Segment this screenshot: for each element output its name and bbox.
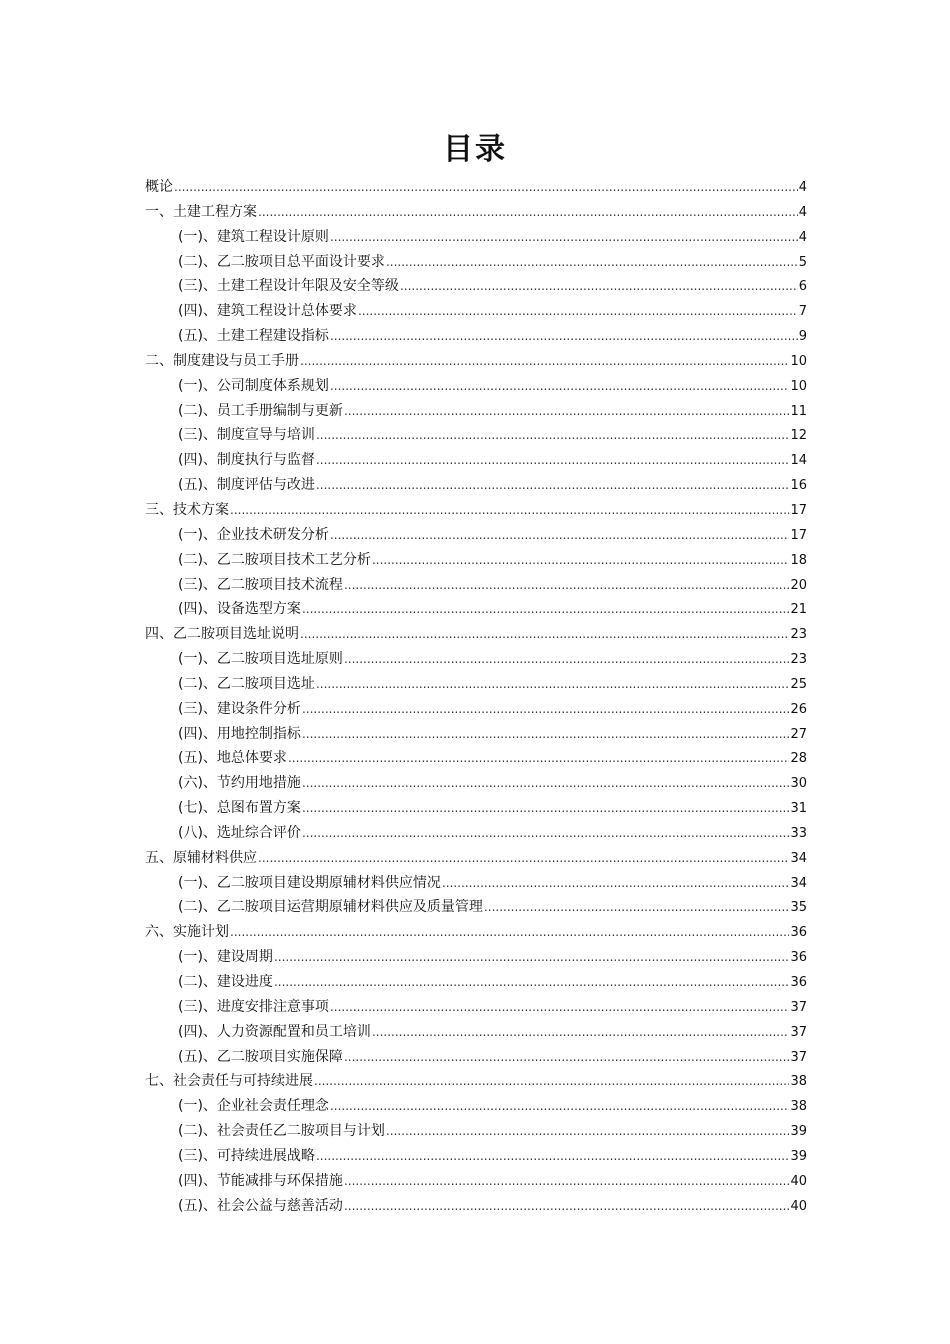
toc-page-number: 35	[790, 900, 807, 916]
toc-entry-text: (四)、人力资源配置和员工培训	[178, 1023, 371, 1040]
toc-entry-text: (一)、乙二胺项目建设期原辅材料供应情况	[178, 874, 441, 891]
toc-entry-text: (八)、选址综合评价	[178, 824, 301, 841]
toc-leader-dots	[302, 771, 790, 796]
toc-page-number: 40	[790, 1173, 807, 1189]
toc-leader-dots	[316, 448, 790, 473]
toc-entry[interactable]	[145, 523, 807, 548]
toc-page-number: 39	[790, 1148, 807, 1164]
toc-leader-dots	[302, 821, 790, 846]
toc-list	[145, 175, 807, 1218]
toc-page-number: 38	[790, 1074, 807, 1090]
toc-entry[interactable]	[145, 200, 807, 225]
toc-page-number: 4	[798, 229, 807, 245]
toc-leader-dots	[330, 225, 798, 250]
toc-entry-text: (一)、建设周期	[178, 949, 273, 966]
toc-entry-text: (一)、公司制度体系规划	[178, 377, 329, 394]
toc-page-number: 34	[790, 875, 807, 891]
toc-page-number: 33	[790, 825, 807, 841]
toc-entry[interactable]	[145, 548, 807, 573]
toc-page-number: 25	[790, 676, 807, 692]
toc-leader-dots	[386, 250, 798, 275]
toc-entry-text: (五)、土建工程建设指标	[178, 328, 329, 345]
toc-entry[interactable]	[145, 647, 807, 672]
toc-leader-dots	[372, 548, 790, 573]
toc-entry[interactable]	[145, 473, 807, 498]
toc-leader-dots	[344, 647, 790, 672]
toc-entry-text: (四)、设备选型方案	[178, 601, 301, 618]
toc-entry[interactable]	[145, 746, 807, 771]
toc-entry[interactable]	[145, 895, 807, 920]
toc-entry-text: (三)、建设条件分析	[178, 700, 301, 717]
toc-page-number: 37	[790, 1024, 807, 1040]
toc-page-number: 38	[790, 1099, 807, 1115]
toc-page-number: 4	[798, 204, 807, 220]
toc-page-number: 36	[790, 950, 807, 966]
toc-entry-text: (三)、进度安排注意事项	[178, 998, 329, 1015]
toc-entry[interactable]	[145, 622, 807, 647]
toc-entry[interactable]	[145, 349, 807, 374]
toc-page-number: 17	[790, 502, 807, 518]
toc-page-number: 14	[790, 453, 807, 469]
toc-entry-text: (一)、企业社会责任理念	[178, 1098, 329, 1115]
toc-entry[interactable]	[145, 771, 807, 796]
toc-page-number: 23	[790, 627, 807, 643]
toc-entry-text: (一)、企业技术研发分析	[178, 526, 329, 543]
toc-leader-dots	[316, 672, 790, 697]
toc-entry[interactable]	[145, 423, 807, 448]
toc-page-number: 26	[790, 701, 807, 717]
toc-entry[interactable]	[145, 796, 807, 821]
toc-entry-text: (六)、节约用地措施	[178, 775, 301, 792]
toc-leader-dots	[174, 175, 798, 200]
toc-entry[interactable]	[145, 920, 807, 945]
toc-entry[interactable]	[145, 1069, 807, 1094]
toc-leader-dots	[302, 722, 790, 747]
toc-leader-dots	[358, 299, 798, 324]
toc-page-number: 21	[790, 602, 807, 618]
toc-page-number: 9	[798, 329, 807, 345]
toc-leader-dots	[330, 995, 790, 1020]
toc-entry-text: 二、制度建设与员工手册	[145, 352, 299, 369]
toc-leader-dots	[344, 573, 790, 598]
toc-leader-dots	[302, 697, 790, 722]
toc-page-number: 10	[790, 378, 807, 394]
toc-leader-dots	[230, 920, 789, 945]
toc-page-number: 11	[790, 403, 807, 419]
toc-page-number: 34	[790, 850, 807, 866]
toc-leader-dots	[344, 1169, 790, 1194]
toc-entry[interactable]	[145, 945, 807, 970]
toc-entry[interactable]	[145, 597, 807, 622]
toc-page-number: 4	[798, 180, 807, 195]
toc-page-number: 37	[790, 999, 807, 1015]
toc-entry[interactable]	[145, 722, 807, 747]
toc-entry-text: (三)、乙二胺项目技术流程	[178, 576, 343, 593]
toc-leader-dots	[300, 349, 789, 374]
toc-entry-text: 七、社会责任与可持续进展	[145, 1073, 313, 1090]
toc-entry-text: (二)、建设进度	[178, 974, 273, 990]
toc-leader-dots	[344, 1045, 790, 1070]
toc-entry-text: (七)、总图布置方案	[178, 800, 301, 817]
toc-entry-text: (四)、建筑工程设计总体要求	[178, 303, 357, 320]
toc-entry[interactable]	[145, 970, 807, 995]
toc-entry-text: (二)、乙二胺项目总平面设计要求	[178, 253, 385, 270]
toc-leader-dots	[330, 523, 790, 548]
toc-entry[interactable]	[145, 175, 807, 200]
toc-leader-dots	[344, 1194, 790, 1219]
toc-entry[interactable]	[145, 1045, 807, 1070]
toc-entry[interactable]	[145, 399, 807, 424]
toc-entry-text: (二)、乙二胺项目运营期原辅材料供应及质量管理	[178, 899, 483, 916]
toc-leader-dots	[300, 622, 789, 647]
toc-entry[interactable]	[145, 448, 807, 473]
toc-page-number: 5	[798, 254, 807, 270]
toc-leader-dots	[442, 871, 790, 896]
toc-leader-dots	[314, 1069, 789, 1094]
toc-entry-text: (二)、员工手册编制与更新	[178, 402, 343, 419]
toc-leader-dots	[274, 970, 790, 995]
toc-page-number: 37	[790, 1049, 807, 1065]
toc-page-number: 16	[790, 478, 807, 494]
toc-entry-text: 六、实施计划	[145, 924, 229, 941]
toc-page-number: 7	[798, 304, 807, 320]
toc-entry-text: (三)、土建工程设计年限及安全等级	[178, 278, 399, 295]
toc-entry[interactable]	[145, 1020, 807, 1045]
toc-entry[interactable]	[145, 324, 807, 349]
toc-entry-text: (五)、地总体要求	[178, 750, 287, 767]
toc-leader-dots	[372, 1020, 790, 1045]
toc-entry[interactable]	[145, 697, 807, 722]
toc-page-number: 28	[790, 751, 807, 767]
toc-leader-dots	[316, 1144, 790, 1169]
toc-entry[interactable]	[145, 846, 807, 871]
toc-entry[interactable]	[145, 1169, 807, 1194]
toc-entry[interactable]	[145, 1194, 807, 1219]
toc-leader-dots	[330, 324, 798, 349]
toc-entry-text: (一)、建筑工程设计原则	[178, 228, 329, 245]
toc-page-number: 17	[790, 527, 807, 543]
toc-entry-text: (五)、乙二胺项目实施保障	[178, 1048, 343, 1065]
toc-entry[interactable]	[145, 995, 807, 1020]
toc-entry-text: (五)、社会公益与慈善活动	[178, 1197, 343, 1214]
toc-entry-text: (三)、可持续进展战略	[178, 1147, 315, 1164]
toc-page-number: 18	[790, 552, 807, 568]
toc-entry[interactable]	[145, 299, 807, 324]
toc-page-number: 36	[790, 925, 807, 941]
toc-leader-dots	[230, 498, 789, 523]
toc-leader-dots	[302, 796, 790, 821]
toc-leader-dots	[288, 746, 790, 771]
toc-page-number: 12	[790, 428, 807, 444]
toc-leader-dots	[258, 200, 798, 225]
toc-entry[interactable]	[145, 274, 807, 299]
toc-entry-text: 三、技术方案	[145, 501, 229, 518]
toc-title: 目录	[443, 132, 507, 167]
toc-leader-dots	[302, 597, 790, 622]
toc-entry-text: 五、原辅材料供应	[145, 849, 257, 866]
toc-page-number: 40	[790, 1198, 807, 1214]
toc-leader-dots	[274, 945, 790, 970]
toc-entry[interactable]	[145, 1094, 807, 1119]
toc-leader-dots	[386, 1119, 790, 1144]
toc-entry-text: (四)、节能减排与环保措施	[178, 1172, 343, 1189]
toc-entry[interactable]	[145, 1144, 807, 1169]
toc-entry[interactable]	[145, 672, 807, 697]
toc-page-number: 39	[790, 1124, 807, 1140]
toc-entry-text: (二)、乙二胺项目技术工艺分析	[178, 551, 371, 568]
toc-page-number: 23	[790, 652, 807, 668]
toc-entry-text: (四)、用地控制指标	[178, 725, 301, 742]
toc-entry[interactable]	[145, 250, 807, 275]
toc-page-number: 20	[790, 577, 807, 593]
toc-entry[interactable]	[145, 871, 807, 896]
toc-entry-text: 概论	[145, 179, 173, 195]
toc-entry-text: (三)、制度宣导与培训	[178, 427, 315, 444]
toc-entry[interactable]	[145, 821, 807, 846]
toc-entry-text: (二)、社会责任乙二胺项目与计划	[178, 1123, 385, 1140]
toc-leader-dots	[330, 1094, 790, 1119]
toc-leader-dots	[330, 374, 790, 399]
toc-entry[interactable]	[145, 498, 807, 523]
toc-page-number: 27	[790, 726, 807, 742]
toc-page-number: 31	[790, 801, 807, 817]
toc-leader-dots	[400, 274, 798, 299]
toc-entry-text: (四)、制度执行与监督	[178, 452, 315, 469]
toc-entry-text: 四、乙二胺项目选址说明	[145, 626, 299, 643]
toc-page-number: 36	[790, 975, 807, 990]
toc-entry-text: 一、土建工程方案	[145, 203, 257, 220]
toc-entry-text: (五)、制度评估与改进	[178, 477, 315, 494]
toc-entry[interactable]	[145, 374, 807, 399]
toc-entry-text: (二)、乙二胺项目选址	[178, 675, 315, 692]
toc-entry[interactable]	[145, 225, 807, 250]
toc-entry[interactable]	[145, 1119, 807, 1144]
toc-page-number: 10	[790, 353, 807, 369]
toc-leader-dots	[484, 895, 790, 920]
toc-page-number: 6	[798, 279, 807, 295]
toc-leader-dots	[258, 846, 789, 871]
toc-leader-dots	[316, 473, 790, 498]
toc-leader-dots	[316, 423, 790, 448]
toc-page-number: 30	[790, 776, 807, 792]
toc-entry-text: (一)、乙二胺项目选址原则	[178, 651, 343, 668]
toc-leader-dots	[344, 399, 790, 424]
toc-entry[interactable]	[145, 573, 807, 598]
